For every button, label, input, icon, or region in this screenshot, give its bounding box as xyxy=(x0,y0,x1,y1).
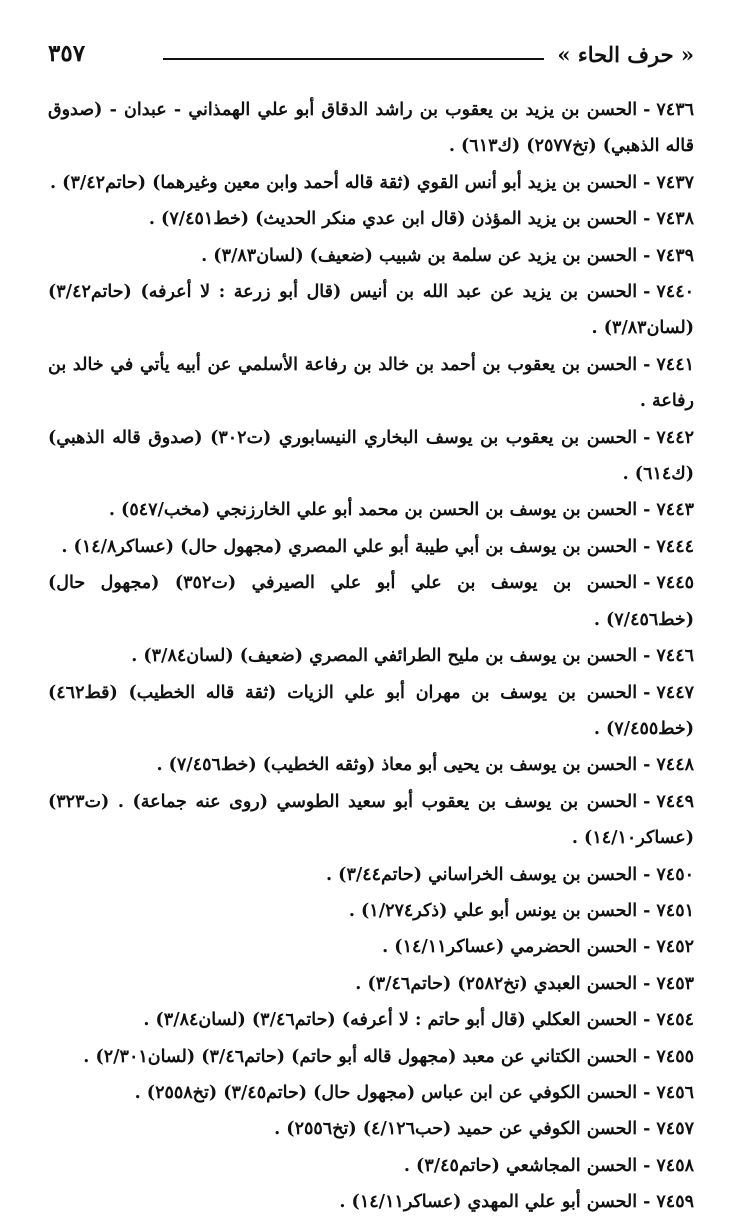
entry-dash: - xyxy=(643,937,651,958)
entry-number: ٧٤٣٧ xyxy=(656,172,694,193)
entry-dash: - xyxy=(643,973,651,994)
entry-dash: - xyxy=(643,1119,651,1140)
entry-dash: - xyxy=(643,1192,651,1213)
entry-7446 xyxy=(48,638,694,674)
entry-number: ٧٤٤٠ xyxy=(656,282,694,303)
entry-dash: - xyxy=(643,682,651,703)
entry-text: الحسن الكوفي عن ابن عباس (مجهول حال) (حاتم٣/٤٥) (تخ٢٥٥٨) . xyxy=(134,1082,638,1103)
entry-text: الحسن بن يوسف بن يحيى أبو معاذ (وثقه الخطيب) (خط٧/٤٥٦) . xyxy=(156,755,638,776)
entry-text: الحسن بن يزيد أبو أنس القوي (ثقة قاله أحمد وابن معين وغيرهما) (حاتم٣/٤٢) . xyxy=(50,172,638,193)
entry-7444 xyxy=(48,529,694,565)
entry-7459 xyxy=(48,1184,694,1220)
entry-dash: - xyxy=(643,282,651,303)
entry-7454 xyxy=(48,1002,694,1038)
entry-number: ٧٤٤٦ xyxy=(656,646,694,667)
entry-dash: - xyxy=(643,900,651,921)
entry-number: ٧٤٣٨ xyxy=(656,209,694,230)
entry-7440 xyxy=(48,274,694,347)
entry-text: الحسن بن يوسف بن مهران أبو علي الزيات (ثقة قاله الخطيب) (قط٤٦٢) (خط٧/٤٥٥) . xyxy=(48,682,694,739)
page-header xyxy=(48,38,694,78)
entry-dash: - xyxy=(643,172,651,193)
entry-dash: - xyxy=(643,427,651,448)
entry-dash: - xyxy=(643,500,651,521)
entry-7441 xyxy=(48,347,694,420)
entry-text: الحسن العبدي (تخ٢٥٨٢) (حاتم٣/٤٦) . xyxy=(355,973,638,994)
entry-text: الحسن بن يزيد بن يعقوب بن راشد الدقاق أبو علي الهمذاني - عبدان - (صدوق قاله الذهبي) (تخ٢٥٧٧) (ك٦١٣) . xyxy=(48,100,694,157)
entry-text: الحسن بن يوسف بن مليح الطرائفي المصري (ضعيف) (لسان٣/٨٤) . xyxy=(131,646,638,667)
entry-number: ٧٤٤٨ xyxy=(656,755,694,776)
entry-7437 xyxy=(48,165,694,201)
entry-7453 xyxy=(48,966,694,1002)
entry-dash: - xyxy=(643,864,651,885)
entry-number: ٧٤٥٦ xyxy=(656,1082,694,1103)
entry-text: الحسن بن يوسف بن أبي طيبة أبو علي المصري (مجهول حال) (عساكر١٤/٨) . xyxy=(61,536,638,557)
entry-number: ٧٤٥٥ xyxy=(656,1046,694,1067)
entry-7452 xyxy=(48,929,694,965)
entry-dash: - xyxy=(643,573,651,594)
entry-dash: - xyxy=(643,791,651,812)
entry-text: الحسن بن يعقوب بن يوسف البخاري النيسابوري (ت٣٠٢) (صدوق قاله الذهبي) (ك٦١٤) . xyxy=(48,427,694,485)
entry-7449 xyxy=(48,784,694,857)
entry-text: الحسن بن يوسف بن الحسن بن محمد أبو علي الخارزنجي (مخب/٥٤٧) . xyxy=(108,500,638,521)
entry-number: ٧٤٥٧ xyxy=(656,1119,694,1140)
entry-7450 xyxy=(48,857,694,893)
entry-list xyxy=(48,92,694,1221)
entry-number: ٧٤٣٩ xyxy=(656,245,694,266)
entry-number: ٧٤٤٢ xyxy=(656,427,694,448)
entry-text: الحسن بن يوسف بن يعقوب أبو سعيد الطوسي (روى عنه جماعة) . (ت٣٢٣) (عساكر١٤/١٠) . xyxy=(48,791,694,849)
entry-text: الحسن العكلي (قال أبو حاتم : لا أعرفه) (حاتم٣/٤٦) (لسان٣/٨٤) . xyxy=(143,1010,638,1031)
entry-dash: - xyxy=(643,354,651,375)
entry-7455 xyxy=(48,1039,694,1075)
entry-dash: - xyxy=(643,100,651,120)
entry-number: ٧٤٥٢ xyxy=(656,937,694,958)
page-number: ٣٥٧ xyxy=(48,40,86,67)
entry-text: الحسن بن يزيد عن سلمة بن شبيب (ضعيف) (لسان٣/٨٣) . xyxy=(201,245,638,266)
entry-text: الحسن بن يزيد عن عبد الله بن أنيس (قال أبو زرعة : لا أعرفه) (حاتم٣/٤٢) (لسان٣/٨٣) . xyxy=(48,282,694,339)
entry-dash: - xyxy=(643,755,651,776)
entry-dash: - xyxy=(643,1155,651,1176)
entry-number: ٧٤٥١ xyxy=(656,900,694,921)
entry-text: الحسن أبو علي المهدي (عساكر١٤/١١) . xyxy=(339,1192,638,1213)
entry-text: الحسن الكوفي عن حميد (حب٤/١٢٦) (تخ٢٥٥٦) . xyxy=(274,1119,638,1140)
entry-number: ٧٤٤٣ xyxy=(656,500,694,521)
running-title: « حرف الحاء » xyxy=(557,42,694,67)
entry-dash: - xyxy=(643,1082,651,1103)
header-rule xyxy=(163,58,544,60)
entry-text: الحسن بن يوسف بن علي أبو علي الصيرفي (ت٣٥٢) (مجهول حال) (خط٧/٤٥٦) . xyxy=(48,573,694,630)
entry-7436 xyxy=(48,92,694,165)
entry-dash: - xyxy=(643,646,651,667)
entry-dash: - xyxy=(643,1010,651,1031)
entry-7457 xyxy=(48,1111,694,1147)
entry-number: ٧٤٤٥ xyxy=(656,573,694,594)
entry-text: الحسن بن يعقوب بن أحمد بن خالد بن رفاعة الأسلمي عن أبيه يأتي في خالد بن رفاعة . xyxy=(48,354,694,412)
entry-7438 xyxy=(48,201,694,237)
entry-number: ٧٤٤٤ xyxy=(656,536,694,557)
entry-7458 xyxy=(48,1148,694,1184)
entry-text: الحسن بن يزيد المؤذن (قال ابن عدي منكر الحديث) (خط٧/٤٥١) . xyxy=(148,209,638,230)
entry-number: ٧٤٣٦ xyxy=(656,100,694,120)
entry-number: ٧٤٤٩ xyxy=(656,791,694,812)
entry-7442 xyxy=(48,420,694,493)
entry-dash: - xyxy=(643,245,651,266)
entry-7451 xyxy=(48,893,694,929)
entry-7448 xyxy=(48,747,694,783)
entry-number: ٧٤٥٠ xyxy=(656,864,694,885)
entry-text: الحسن الكتاني عن معبد (مجهول قاله أبو حاتم) (حاتم٣/٤٦) (لسان٢/٣٠١) . xyxy=(83,1046,638,1067)
entry-7445 xyxy=(48,565,694,638)
entry-text: الحسن الحضرمي (عساكر١٤/١١) . xyxy=(382,937,638,958)
entry-dash: - xyxy=(643,209,651,230)
entry-dash: - xyxy=(643,1046,651,1067)
entry-number: ٧٤٥٨ xyxy=(656,1155,694,1176)
entry-text: الحسن المجاشعي (حاتم٣/٤٥) . xyxy=(403,1155,638,1176)
entry-text: الحسن بن يونس أبو علي (ذكر١/٢٧٤) . xyxy=(348,900,638,921)
entry-number: ٧٤٥٩ xyxy=(656,1192,694,1213)
entry-7456 xyxy=(48,1075,694,1111)
entry-number: ٧٤٤٧ xyxy=(656,682,694,703)
entry-number: ٧٤٤١ xyxy=(656,354,694,375)
entry-7439 xyxy=(48,238,694,274)
entry-7443 xyxy=(48,492,694,528)
entry-number: ٧٤٥٣ xyxy=(656,973,694,994)
entry-dash: - xyxy=(643,536,651,557)
entry-7447 xyxy=(48,675,694,748)
entry-text: الحسن بن يوسف الخراساني (حاتم٣/٤٤) . xyxy=(325,864,638,885)
entry-number: ٧٤٥٤ xyxy=(656,1010,694,1031)
